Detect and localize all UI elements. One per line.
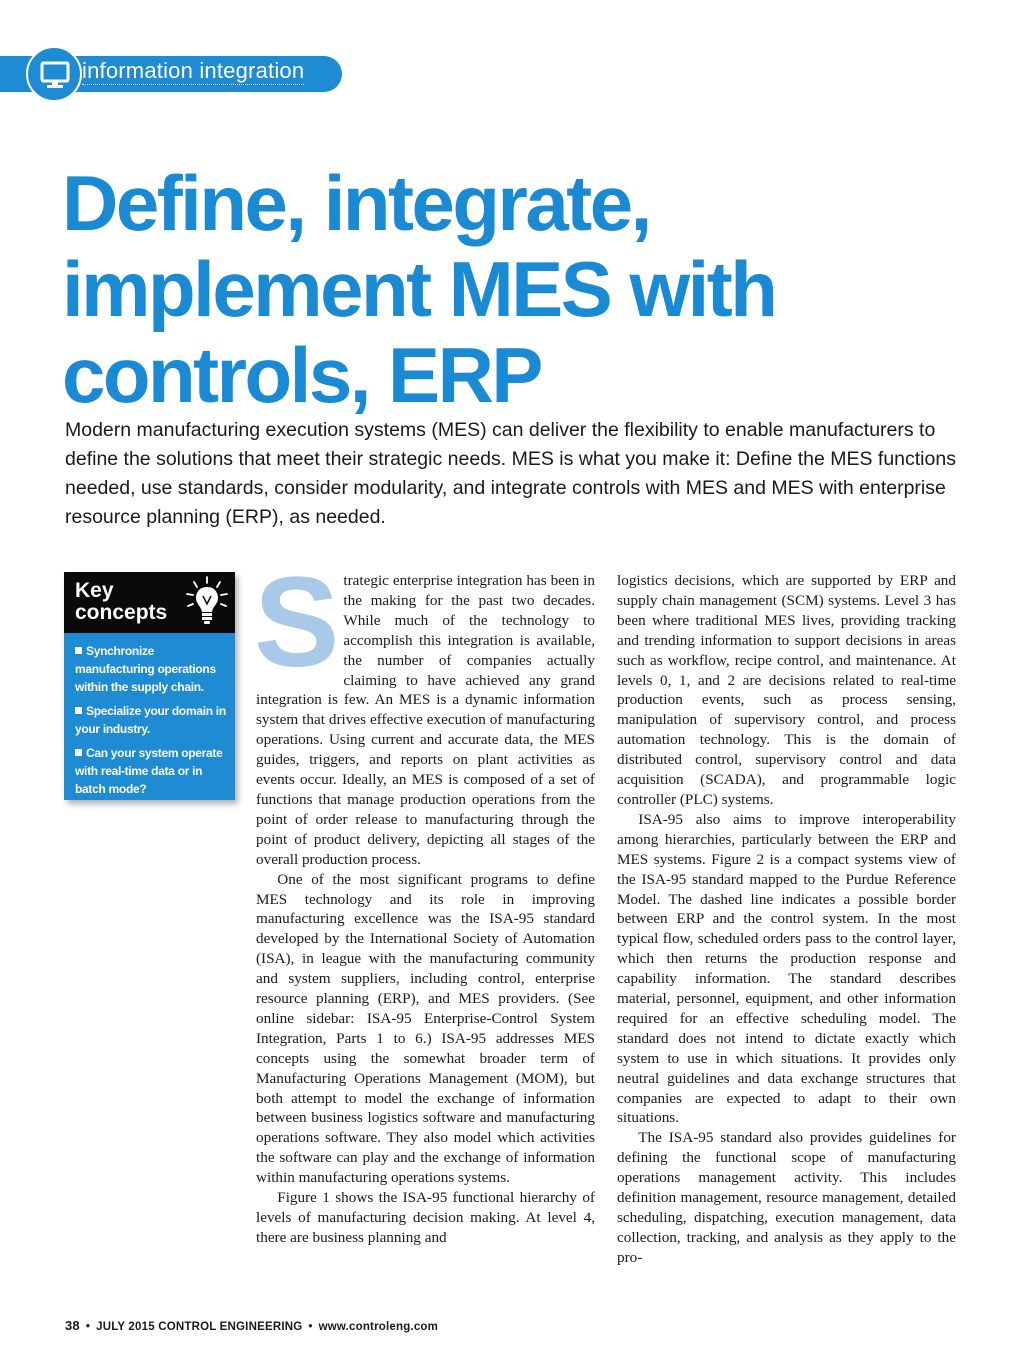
- page-footer: [65, 1318, 438, 1333]
- key-concept-item: Can your system operate with real-time data or in batch mode?: [75, 746, 223, 796]
- body-paragraph: ISA-95 also aims to improve interoperability among hierarchies, particularly between the ERP and MES systems. Figure 2 is a compact systems view of the ISA-95 standard mapped to the Purdue Reference Model. The dashed line indicates a possible border between ERP and the control system. In the most typical flow, scheduled orders pass to the control layer, which then returns the production response and capability information. The standard describes material, personnel, equipment, and other information required for an effective scheduling model. The standard does not intend to dictate exactly which system to use in which situations. It provides only neutral guidelines and data exchange structures that companies are expected to adapt to their own situations.: [617, 810, 956, 1127]
- issue-label: JULY 2015 CONTROL ENGINEERING: [96, 1321, 303, 1333]
- section-label: information integration: [82, 58, 305, 83]
- body-column-2: [617, 571, 956, 1268]
- bullet-square-icon: [75, 749, 82, 756]
- website-link[interactable]: www.controleng.com: [318, 1321, 439, 1333]
- body-paragraph: logistics decisions, which are supported by ERP and supply chain management (SCM) systems. Level 3 has been where traditional MES lives, providing tracking and trending information to support decisions in areas such as workflow, recipe control, and maintenance. At levels 0, 1, and 2 are decisions related to real-time production events, such as process sensing, manipulation of supervisory control, and process automation technology. This is the domain of distributed control, supervisory control and data acquisition (SCADA), and programmable logic controller (PLC) systems.: [617, 572, 956, 808]
- article-deck: Modern manufacturing execution systems (MES) can deliver the flexibility to enable manufacturers to define the solutions that meet their strategic needs. MES is what you make it: Define the MES functions needed, use standards, consider modularity, and integrate controls with MES and MES with enterprise resource planning (ERP), as needed.: [65, 419, 956, 528]
- lightbulb-icon: [184, 574, 230, 630]
- body-column-1: [254, 551, 595, 1248]
- key-concepts-header: [64, 572, 235, 633]
- bullet-square-icon: [75, 707, 82, 714]
- footer-separator: •: [308, 1321, 313, 1333]
- body-paragraph: Strategic enterprise integration has been in the making for the past two decades. While much of the technology to accomplish this integration is available, the number of companies actually claiming to have achieved any grand integration is few. An MES is a dynamic information system that drives effective execution of manufacturing operations. Using current and accurate data, the MES guides, triggers, and reports on plant activities as events occur. Ideally, an MES is composed of a set of functions that manage production operations from the point of order release to manufacturing through the point of product delivery, depicting all stages of the overall production process.: [254, 551, 595, 868]
- body-paragraph: One of the most significant programs to define MES technology and its role in improving manufacturing excellence was the ISA-95 standard developed by the International Society of Automation (ISA), in league with the manufacturing community and system suppliers, including control, enterprise resource planning (ERP), and MES providers. (See online sidebar: ISA-95 Enterprise-Control System Integration, Parts 1 to 6.) ISA-95 addresses MES concepts using the somewhat broader term of Manufacturing Operations Management (MOM), but both attempt to model the exchange of information between business logistics software and manufacturing operations software. They also model which activities the software can play and the exchange of information within manufacturing operations systems.: [256, 870, 595, 1187]
- key-concepts-box: [64, 572, 235, 800]
- key-concepts-title: Key concepts: [75, 579, 168, 624]
- body-paragraph: The ISA-95 standard also provides guidelines for defining the functional scope of manufacturing operations management activity. This includes definition management, resource management, detailed scheduling, dispatching, execution management, data collection, tracking, and analysis as they apply to the pro-: [617, 1129, 956, 1266]
- key-concepts-list: [75, 642, 235, 804]
- drop-cap: S: [254, 551, 340, 694]
- key-concept-item: Synchronize manufacturing operations within the supply chain.: [75, 644, 216, 694]
- key-concept-item: Specialize your domain in your industry.: [75, 704, 226, 736]
- article-headline: Define, integrate, implement MES with controls, ERP: [62, 159, 776, 419]
- page-number: 38: [65, 1318, 80, 1333]
- monitor-icon: [26, 46, 82, 102]
- bullet-square-icon: [75, 647, 82, 654]
- footer-separator: •: [85, 1321, 91, 1333]
- body-paragraph: Figure 1 shows the ISA-95 functional hierarchy of levels of manufacturing decision making. At level 4, there are business planning and: [256, 1189, 595, 1246]
